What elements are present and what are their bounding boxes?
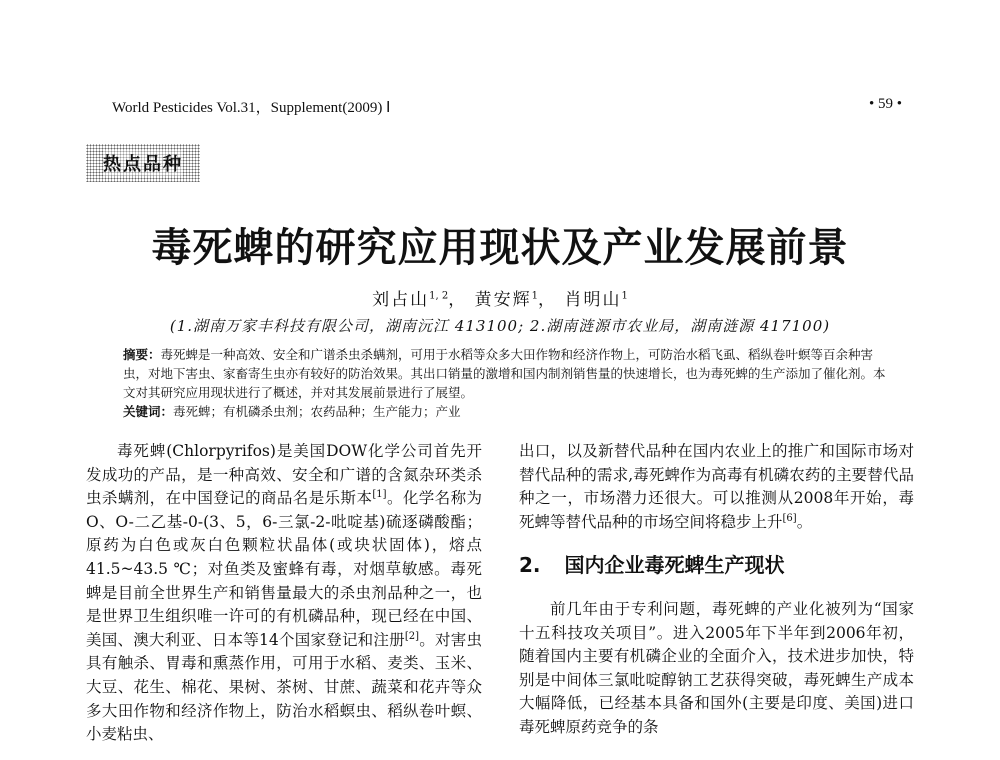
abstract-text: 毒死蜱是一种高效、安全和广谱杀虫杀螨剂，可用于水稻等众多大田作物和经济作物上，可防治水稻飞虱、稻纵卷叶螟等百余种害虫，对地下害虫、家畜寄生虫亦有较好的防治效果。其出口销量的激增和国内制剂销售量的快速增长，也为毒死蜱的生产添加了催化剂。本文对其研究应用现状进行了概述，并对其发展前景进行了展望。 xyxy=(123,347,886,400)
section-number: 2. xyxy=(519,553,541,578)
author-affil-mark: 1 xyxy=(621,290,628,302)
body-text: 毒死蜱(Chlorpyrifos)是美国DOW化学公司首先开发成功的产品，是一种高效、安全和广谱的含氮杂环类杀虫杀螨剂，在中国登记的商品名是乐斯本 xyxy=(86,442,482,508)
column-tag-label: 热点品种 xyxy=(103,150,183,176)
abstract-label: 摘要： xyxy=(123,347,161,362)
abstract xyxy=(123,345,893,402)
column-tag xyxy=(86,144,200,182)
keywords xyxy=(123,402,893,421)
body-text: 出口，以及新替代品种在国内农业上的推广和国际市场对替代品种的需求,毒死蜱作为高毒有机磷农药的主要替代品种之一，市场潜力还很大。可以推测从2008年开始，毒死蜱等替代品种的市场空间将稳步上升 xyxy=(519,442,914,531)
citation: [2] xyxy=(404,630,420,642)
author-affil-mark: 1, 2 xyxy=(429,290,449,302)
body-column-left xyxy=(86,440,482,747)
citation: [1] xyxy=(372,489,387,501)
running-head xyxy=(112,96,902,117)
section-title: 国内企业毒死蜱生产现状 xyxy=(564,553,785,578)
body-paragraph xyxy=(519,440,914,534)
author-separator: ， xyxy=(448,290,468,310)
body-text: 。 xyxy=(796,512,813,531)
paper-title: 毒死蜱的研究应用现状及产业发展前景 xyxy=(151,224,849,271)
affiliation: (1.湖南万家丰科技有限公司，湖南沅江 413100; 2.湖南涟源市农业局，湖南涟源 417100) xyxy=(169,317,831,335)
author-name: 肖明山 xyxy=(564,290,622,310)
author-affil-mark: 1 xyxy=(531,290,539,302)
body-paragraph xyxy=(86,440,482,747)
page-number: • 59 • xyxy=(868,96,902,112)
keywords-label: 关键词： xyxy=(123,404,174,419)
author-name: 刘占山 xyxy=(372,290,430,310)
body-text: 。对害虫具有触杀、胃毒和熏蒸作用，可用于水稻、麦类、玉米、大豆、花生、棉花、果树、茶树、甘蔗、蔬菜和花卉等众多大田作物和经济作物上，防治水稻螟虫、稻纵卷叶螟、小麦粘虫、 xyxy=(86,630,482,744)
citation: [6] xyxy=(782,512,797,524)
author-name: 黄安辉 xyxy=(474,290,532,310)
author-list xyxy=(0,285,1000,310)
author-separator: ， xyxy=(538,290,558,310)
body-text: 。化学名称为O、O-二乙基-0-(3、5，6-三氯-2-吡啶基)硫逐磷酸酯；原药为白色或灰白色颗粒状晶体(或块状固体)，熔点41.5~43.5 ℃；对鱼类及蜜蜂有毒，对烟草敏感。毒死蜱是目前全世界生产和销售量最大的杀虫剂品种之一，也是世界卫生组织唯一许可的有机磷品种，现已经在中国、美国、澳大利亚、日本等14个国家登记和注册 xyxy=(86,489,482,649)
keywords-text: 毒死蜱；有机磷杀虫剂；农药品种；生产能力；产业 xyxy=(173,404,461,419)
journal-info: World Pesticides Vol.31，Supplement(2009) Ⅰ xyxy=(112,100,391,116)
abstract-block xyxy=(123,345,893,421)
section-heading xyxy=(519,554,914,578)
body-paragraph: 前几年由于专利问题，毒死蜱的产业化被列为“国家十五科技攻关项目”。进入2005年下半年到2006年初，随着国内主要有机磷企业的全面介入，技术进步加快，特别是中间体三氯吡啶醇钠工艺获得突破，毒死蜱生产成本大幅降低，已经基本具备和国外(主要是印度、美国)进口毒死蜱原药竞争的条 xyxy=(519,599,914,736)
body-column-right xyxy=(519,440,914,740)
